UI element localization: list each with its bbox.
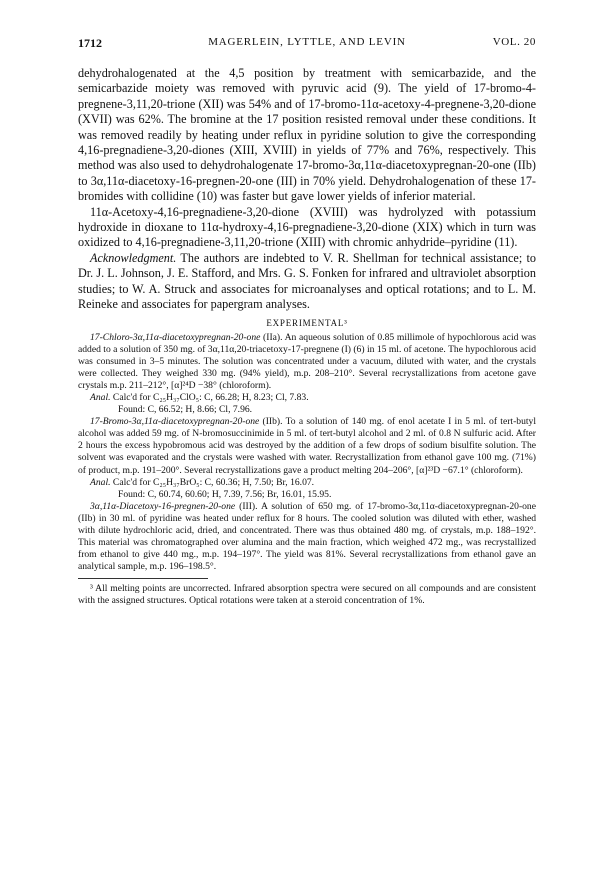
- analysis-found-iia: Found: C, 66.52; H, 8.66; Cl, 7.96.: [118, 404, 253, 416]
- analysis-calc-iia: [78, 392, 536, 404]
- compound-name-iii: 3α,11α-Diacetoxy-16-pregnen-20-one: [90, 500, 236, 512]
- procedure-text: (III). A solution of 650 mg. of 17-bromo-3α,11α-diacetoxypregnan-20-one (IIb) in 30 ml. of pyridine was heated under reflux for 8 hours. The cooled solution was diluted with ether, washed with dilute hydrochloric acid, dried, and concentrated. There was thus obtained 480 mg. of crystals, m.p. 188–192°. This material was chromatographed over alumina and the main fraction, which weighed 472 mg., was recrystallized from ethanol to give 440 mg., m.p. 194–197°. The yield was 81%. Several recrystallizations from ethanol gave an analytical sample, m.p. 196–198.5°.: [78, 500, 536, 573]
- article-body: [78, 66, 536, 608]
- procedure-chloro: [78, 332, 536, 392]
- paragraph-acknowledgment: [78, 251, 536, 313]
- procedure-bromo: [78, 416, 536, 476]
- page-number: 1712: [78, 36, 102, 50]
- running-header: [78, 36, 536, 52]
- procedure-pregnenone: [78, 501, 536, 574]
- analysis-calc-iib: [78, 477, 536, 489]
- footnote: ³ All melting points are uncorrected. Infrared absorption spectra were secured on all compounds and are consistent with the assigned structures. Optical rotations were taken at a steroid concentration of 1%.: [78, 583, 536, 607]
- volume-label: VOL. 20: [492, 36, 536, 48]
- anal-label: Anal.: [90, 476, 111, 488]
- footnote-rule: [78, 578, 208, 579]
- anal-label: Anal.: [90, 391, 111, 403]
- paragraph-dehydrohalogenation: dehydrohalogenated at the 4,5 position by treatment with semicarbazide, and the semicarbazide moiety was removed with pyruvic acid (9). The yield of 17-bromo-4-pregnene-3,11,20-trione (XII) was 54% and of 17-bromo-11α-acetoxy-4-pregnene-3,20-dione (XVII) was 62%. The bromine at the 17 position resisted removal under these conditions. It was removed readily by heating under reflux in pyridine solution to give the corresponding 4,16-pregnadiene-3,20-diones (XIII, XVIII) in yields of 77% and 76%, respectively. This method was also used to dehydrohalogenate 17-bromo-3α,11α-diacetoxypregnan-20-one (IIb) to 3α,11α-diacetoxy-16-pregnen-20-one (III) in 70% yield. Dehydrohalogenation of these 17-bromides with collidine (10) was faster but gave lower yields of inferior material.: [78, 66, 536, 204]
- acknowledgment-label: Acknowledgment.: [90, 250, 177, 265]
- acknowledgment-text: The authors are indebted to V. R. Shellman for technical assistance; to Dr. J. L. Johnson, J. E. Stafford, and Mrs. G. S. Fonken for infrared and ultraviolet absorption studies; to W. A. Struck and associates for microanalyses and optical rotations; and to L. M. Reineke and associates for papergram analyses.: [78, 250, 536, 312]
- procedure-text: (IIa). An aqueous solution of 0.85 millimole of hypochlorous acid was added to a solution of 350 mg. of 3α,11α,20-triacetoxy-17-pregnene (I) (6) in 15 ml. of acetone. The hypochlorous acid was consumed in 3–5 minutes. The solution was concentrated under a vacuum, diluted with water, and the crystals were collected. They weighed 330 mg. (94% yield), m.p. 208–210°. Several recrystallizations from acetone gave crystals m.p. 211–212°, [α]²⁴D −38° (chloroform).: [78, 331, 536, 391]
- procedure-text: (IIb). To a solution of 140 mg. of enol acetate I in 5 ml. of tert-butyl alcohol was added 59 mg. of N-bromosuccinimide in 5 ml. of tert-butyl alcohol and 2 ml. of 0.8 N sulfuric acid. After 2 hours the excess hypobromous acid was destroyed by the addition of a few drops of sodium bisulfite solution. The solvent was evaporated and the crystals were washed with water. Recrystallization from ethanol gave 100 mg. (71%) of product, m.p. 191–200°. Several recrystallizations gave a product melting 204–206°, [α]²³D −67.1° (chloroform).: [78, 416, 536, 476]
- anal-text: Calc'd for C₂₅H₃₇BrO₅: C, 60.36; H, 7.50; Br, 16.07.: [110, 476, 315, 488]
- running-title: MAGERLEIN, LYTTLE, AND LEVIN: [208, 36, 406, 48]
- analysis-found-iib: Found: C, 60.74, 60.60; H, 7.39, 7.56; Br, 16.01, 15.95.: [118, 488, 332, 500]
- compound-name-iia: 17-Chloro-3α,11α-diacetoxypregnan-20-one: [90, 331, 261, 343]
- experimental-heading: EXPERIMENTAL³: [266, 317, 348, 328]
- compound-name-iib: 17-Bromo-3α,11α-diacetoxypregnan-20-one: [90, 416, 260, 428]
- paragraph-hydrolysis: 11α-Acetoxy-4,16-pregnadiene-3,20-dione (XVIII) was hydrolyzed with potassium hydroxide in dioxane to 11α-hydroxy-4,16-pregnadiene-3,20-dione (XIX) which in turn was oxidized to 4,16-pregnadiene-3,11,20-trione (XIII) with chromic anhydride–pyridine (11).: [78, 204, 536, 250]
- anal-text: Calc'd for C₂₅H₃₇ClO₅: C, 66.28; H, 8.23; Cl, 7.83.: [110, 391, 309, 403]
